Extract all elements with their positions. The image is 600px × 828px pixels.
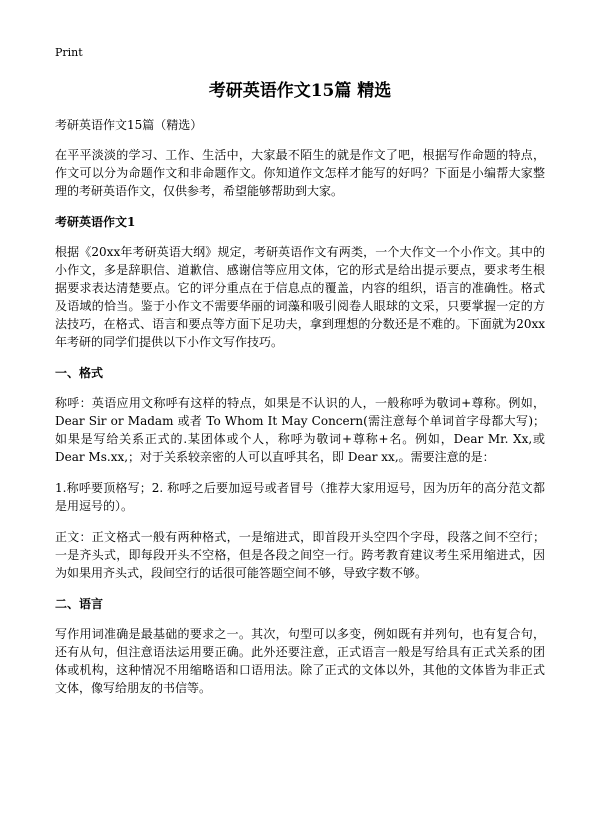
section-heading-essay-1: 考研英语作文1: [55, 215, 136, 229]
print-label: Print: [55, 46, 83, 59]
section-heading-language: 二、语言: [55, 597, 104, 611]
intro-paragraph: 在平平淡淡的学习、工作、生活中，大家最不陌生的就是作文了吧，根据写作命题的特点，作文可以分为命题作文和非命题作文。你知道作文怎样才能写的好吗？下面是小编帮大家整理的考研英语作文，仅供参考，希望能够帮助到大家。: [55, 148, 545, 198]
document-title: 考研英语作文15篇 精选: [208, 81, 392, 101]
format-salutation-paragraph: 称呼：英语应用文称呼有这样的特点，如果是不认识的人，一般称呼为敬词+尊称。例如，Dear Sir or Madam 或者 To Whom It May Concern(需注意每个单词首字母都大写)；如果是写给关系正式的.某团体或个人，称呼为敬词+尊称+名。例如，Dear Mr. Xx,或Dear Ms.xx,；对于关系较亲密的人可以直呼其名，即 Dear xx,。需要注意的是：: [55, 396, 545, 464]
format-notes-paragraph: 1.称呼要顶格写；2. 称呼之后要加逗号或者冒号（推荐大家用逗号，因为历年的高分范文都是用逗号的）。: [55, 481, 545, 513]
format-body-paragraph: 正文：正文格式一般有两种格式，一是缩进式，即首段开头空四个字母，段落之间不空行；一是齐头式，即每段开头不空格，但是各段之间空一行。跨考教育建议考生采用缩进式，因为如果用齐头式，段间空行的话很可能答题空间不够，导致字数不够。: [55, 530, 545, 580]
section-heading-format: 一、格式: [55, 366, 104, 380]
essay-1-paragraph: 根据《20xx年考研英语大纲》规定，考研英语作文有两类，一个大作文一个小作文。其中的小作文，多是辞职信、道歉信、感谢信等应用文体，它的形式是给出提示要点，要求考生根据要求表达清楚要点。它的评分重点在于信息点的覆盖，内容的组织，语言的准确性。格式及语域的恰当。鉴于小作文不需要华丽的词藻和吸引阅卷人眼球的文采，只要掌握一定的方法技巧，在格式、语言和要点等方面下足功夫，拿到理想的分数还是不难的。下面就为20xx年考研的同学们提供以下小作文写作技巧。: [55, 245, 545, 349]
language-paragraph: 写作用词准确是最基础的要求之一。其次，句型可以多变，例如既有并列句，也有复合句，还有从句，但注意语法运用要正确。此外还要注意，正式语言一般是写给具有正式关系的团体或机构，这种情况不用缩略语和口语用法。除了正式的文体以外，其他的文体皆为非正式文体，像写给朋友的书信等。: [55, 627, 545, 695]
document-subtitle: 考研英语作文15篇（精选）: [55, 118, 203, 132]
